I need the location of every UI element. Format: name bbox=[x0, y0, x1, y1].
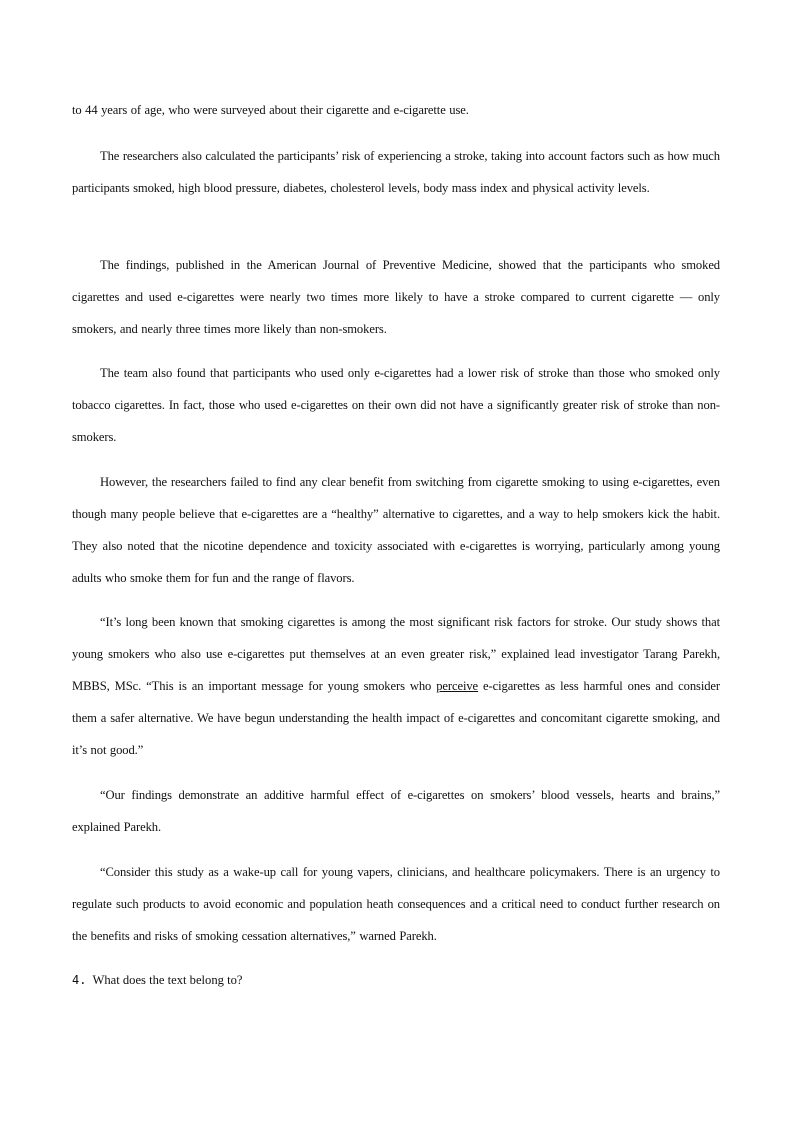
underlined-word: perceive bbox=[436, 679, 479, 693]
question-number: 4. bbox=[72, 973, 87, 987]
paragraph-5: However, the researchers failed to find any clear benefit from switching from cigarette smoking to using e-cigarettes, even though many people believe that e-cigarettes are a “healthy” alternative to cigarettes, and a way to help smokers kick the habit. They also noted that the nicotine dependence and toxicity associated with e-cigarettes is worrying, particularly among young adults who smoke them for fun and the range of flavors. bbox=[72, 475, 720, 585]
paragraph-1: to 44 years of age, who were surveyed about their cigarette and e-cigarette use. bbox=[72, 103, 469, 117]
paragraph-3: The findings, published in the American Journal of Preventive Medicine, showed that the participants who smoked cigarettes and used e-cigarettes were nearly two times more likely to have a stroke compared to current cigarette — only smokers, and nearly three times more likely than non-smokers. bbox=[72, 258, 720, 336]
paragraph-7: “Our findings demonstrate an additive harmful effect of e-cigarettes on smokers’ blood vessels, hearts and brains,” explained Parekh. bbox=[72, 788, 720, 834]
paragraph-4: The team also found that participants who used only e-cigarettes had a lower risk of stroke than those who smoked only tobacco cigarettes. In fact, those who used e-cigarettes on their own did not have a significantly greater risk of stroke than non-smokers. bbox=[72, 366, 720, 444]
question-text: What does the text belong to? bbox=[92, 973, 243, 987]
paragraph-2: The researchers also calculated the participants’ risk of experiencing a stroke, taking into account factors such as how much participants smoked, high blood pressure, diabetes, cholesterol levels, body mass index and physical activity levels. bbox=[72, 149, 720, 195]
paragraph-8: “Consider this study as a wake-up call for young vapers, clinicians, and healthcare policymakers. There is an urgency to regulate such products to avoid economic and population heath consequences and a critical need to conduct further research on the benefits and risks of smoking cessation alternatives,” warned Parekh. bbox=[72, 865, 720, 943]
paragraph-6 bbox=[72, 606, 720, 766]
paragraph-6-text-start: “It’s long been known that smoking cigarettes is among the most significant risk factors for stroke. Our study shows that young smokers who also use e-cigarettes put themselves at an even greater risk,” explained lead investigator Tarang Parekh, MBBS, MSc. “This is an important message for young smokers who bbox=[72, 615, 720, 693]
question-4 bbox=[72, 964, 720, 996]
paragraph-6-text-end: e-cigarettes as less harmful ones and consider them a safer alternative. We have begun understanding the health impact of e-cigarettes and concomitant cigarette smoking, and it’s not good.” bbox=[72, 679, 720, 757]
